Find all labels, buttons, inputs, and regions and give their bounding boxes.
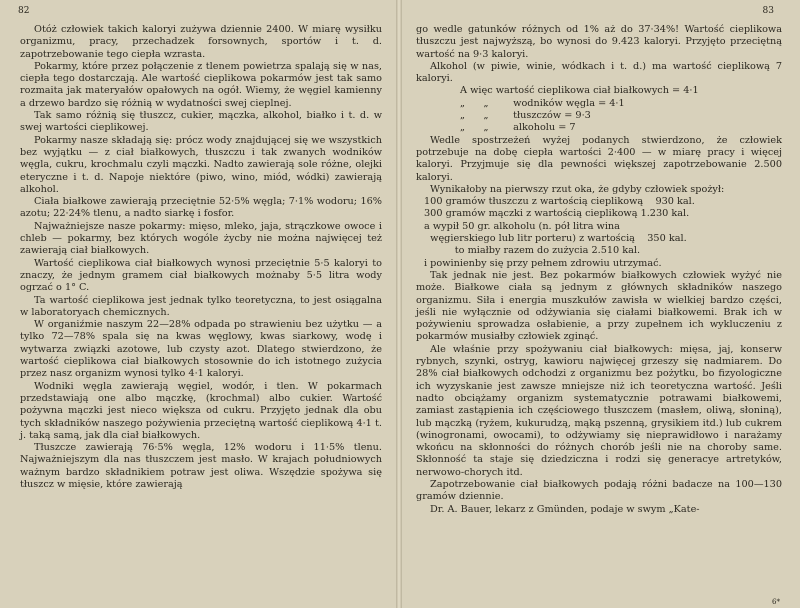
right-page-text (416, 24, 782, 516)
table-row: „ „ alkoholu = 7 (460, 122, 576, 134)
paragraph: Ta wartość cieplikowa jest jednak tylko teoretyczna, to jest osiągalna w laboratoryach chemicznych. (20, 294, 382, 318)
paragraph: Ciała białkowe zawierają przeciętnie 52·5% węgla; 7·1% wodoru; 16% azotu; 22·24% tlenu, a nadto siarkę i fosfor. (20, 196, 382, 220)
paragraph: Tłuszcze zawierają 76·5% węgla, 12% wodoru i 11·5% tlenu. Najważniejszym dla nas tłuszczem jest masło. W krajach południowych ważnym bardzo składnikiem potraw jest oliwa. Wszędzie spożywa się tłuszcz w mięsie, które zawierają (20, 442, 382, 490)
paragraph: Pokarmy, które przez połączenie z tlenem powietrza spalają się w nas, ciepła tego dostarczają. Ale wartość cieplikowa pokarmów jest tak samo rozmaita jak materyałów opałowych na ogół. Wiemy, że węgiel kamienny a drzewo bardzo się różnią w wydatności swej cieplnej. (20, 60, 382, 109)
table-row: „ „ wodników węgla = 4·1 (460, 97, 625, 109)
list-item: a wypił 50 gr. alkoholu (n. pół litra wina (424, 220, 620, 232)
paragraph: Pokarmy nasze składają się: prócz wody znajdującej się we wszystkich bez wyjątku — z ciał białkowych, tłuszczu i tak zwanych wodników węgla, cukru, krochmalu czyli mączki. Nadto zawierają sole różne, olejki eteryczne i t. d. Napoje niektóre (piwo, wino, miód, wódki) zawierają alkohol. (20, 134, 382, 195)
paragraph: Tak jednak nie jest. Bez pokarmów białkowych człowiek wyżyć nie może. Białkowe ciała są jednym z głównych składników naszego organizmu. Siła i energia muszkułów zawisła w wielkiej bardzo części, jeśli nie wyłącznie od odżywiania się ciałami białkowemi. Brak ich w pożywieniu sprowadza osłabienie, a przy zupełnem ich wykluczeniu z pokarmów musiałby człowiek zginąć. (416, 269, 782, 343)
paragraph: Zapotrzebowanie ciał białkowych podają różni badacze na 100—130 gramów dziennie. (416, 478, 782, 503)
paragraph: W organiźmie naszym 22—28% odpada po strawieniu bez użytku — a tylko 72—78% spala się na kwas węglowy, kwas siarkowy, wodę i wytwarza związki azotowe, lub czysty azot. Dlatego stwierdzono, że wartość cieplikowa ciał białkowych stosownie do ich istotnego zużycia przez nasz organizm wynosi tylko 4·1 kaloryi. (20, 319, 382, 380)
table-row: A więc wartość cieplikowa ciał białkowych = 4·1 (460, 85, 699, 97)
left-page-text (20, 24, 382, 491)
book-gutter (396, 0, 402, 608)
paragraph: Najważniejsze nasze pokarmy: mięso, mleko, jaja, strączkowe owoce i chleb — pokarmy, bez których wogóle życby nie można najwięcej też zawierają ciał białkowych. (20, 220, 382, 257)
paragraph: Tak samo różnią się tłuszcz, cukier, mączka, alkohol, białko i t. d. w swej wartości cieplikowej. (20, 110, 382, 134)
consumption-list (416, 196, 782, 270)
paragraph: Wartość cieplikowa ciał białkowych wynosi przeciętnie 5·5 kaloryi to znaczy, że jednym gramem ciał białkowych możnaby 5·5 litra wody ogrzać o 1° C. (20, 257, 382, 294)
list-item: 300 gramów mączki z wartością cieplikową 1.230 kal. (424, 208, 690, 220)
paragraph: Otóż człowiek takich kaloryi zużywa dziennie 2400. W miarę wysiłku organizmu, pracy, przechadzek forsownych, sportów i t. d. zapotrzebowanie tego ciepła wzrasta. (20, 24, 382, 60)
paragraph: Wynikałoby na pierwszy rzut oka, że gdyby człowiek spożył: (430, 183, 725, 195)
paragraph: Wodniki węgla zawierają węgiel, wodór, i tlen. W pokarmach przedstawiają one albo mączkę, (krochmal) albo cukier. Wartość pożywna mączki jest nieco większa od cukru. Przyjęto jednak dla obu tych składników naszego pożywienia przeciętną wartość cieplikową 4·1 t. j. taką samą, jak dla ciał białkowych. (20, 380, 382, 441)
list-item: to miałby razem do zużycia 2.510 kal. (424, 245, 641, 257)
table-row: „ „ tłuszczów = 9·3 (460, 110, 591, 122)
list-item: 100 gramów tłuszczu z wartością cieplikową 930 kal. (424, 196, 695, 208)
paragraph: Wedle spostrzeżeń wyżej podanych stwierdzono, że człowiek potrzebuje na dobę ciepła wartości 2·400 — w miarę pracy i więcej kaloryi. Przyjmuje się dla pewności większej zapotrzebowanie 2.500 kaloryi. (416, 134, 782, 183)
paragraph: go wedle gatunków różnych od 1% aż do 37·34%! Wartość cieplikowa tłuszczu jest najwyższą, bo wynosi do 9.423 kaloryi. Przyjęto przeciętną wartość na 9·3 kaloryi. (416, 24, 782, 60)
signature-mark: 6* (772, 598, 780, 606)
paragraph: Ale właśnie przy spożywaniu ciał białkowych: mięsa, jaj, konserw rybnych, szynki, ostryg, kawioru najwięcej grzeszy się nadmiarem. Do 28% ciał białkowych odchodzi z organizmu bez pożytku, bo fizyologiczne ich wyzyskanie jest zawsze mniejsze niż ich teoretyczna wartość. Jeśli nadto obciążamy organizm systematycznie potrawami białkowemi, zamiast zastąpienia ich częściowego tłuszczem (masłem, oliwą, słoniną), lub mączką (ryżem, kukurudzą, mąką pszenną, grysikiem itd.) lub cukrem (winogronami, owocami), to odżywiamy się nieprawidłowo i narażamy wkońcu na skłonności do różnych chorób jeśli nie na choroby same. Skłonność ta staje się dziedziczna i rodzi się generacye artretyków, nerwowo-chorych itd. (416, 343, 782, 478)
list-item: węgierskiego lub litr porteru) z wartością 350 kal. (424, 233, 687, 245)
paragraph: Alkohol (w piwie, winie, wódkach i t. d.) ma wartość cieplikową 7 kaloryi. (416, 60, 782, 85)
left-page (0, 0, 398, 608)
list-item: i powinienby się przy pełnem zdrowiu utrzymać. (424, 257, 662, 269)
paragraph: Dr. A. Bauer, lekarz z Gmünden, podaje w swym „Kate- (430, 503, 700, 515)
calorific-values-table (416, 85, 782, 134)
left-page-number: 82 (18, 6, 30, 16)
right-page (398, 0, 800, 608)
right-page-number: 83 (762, 6, 774, 16)
